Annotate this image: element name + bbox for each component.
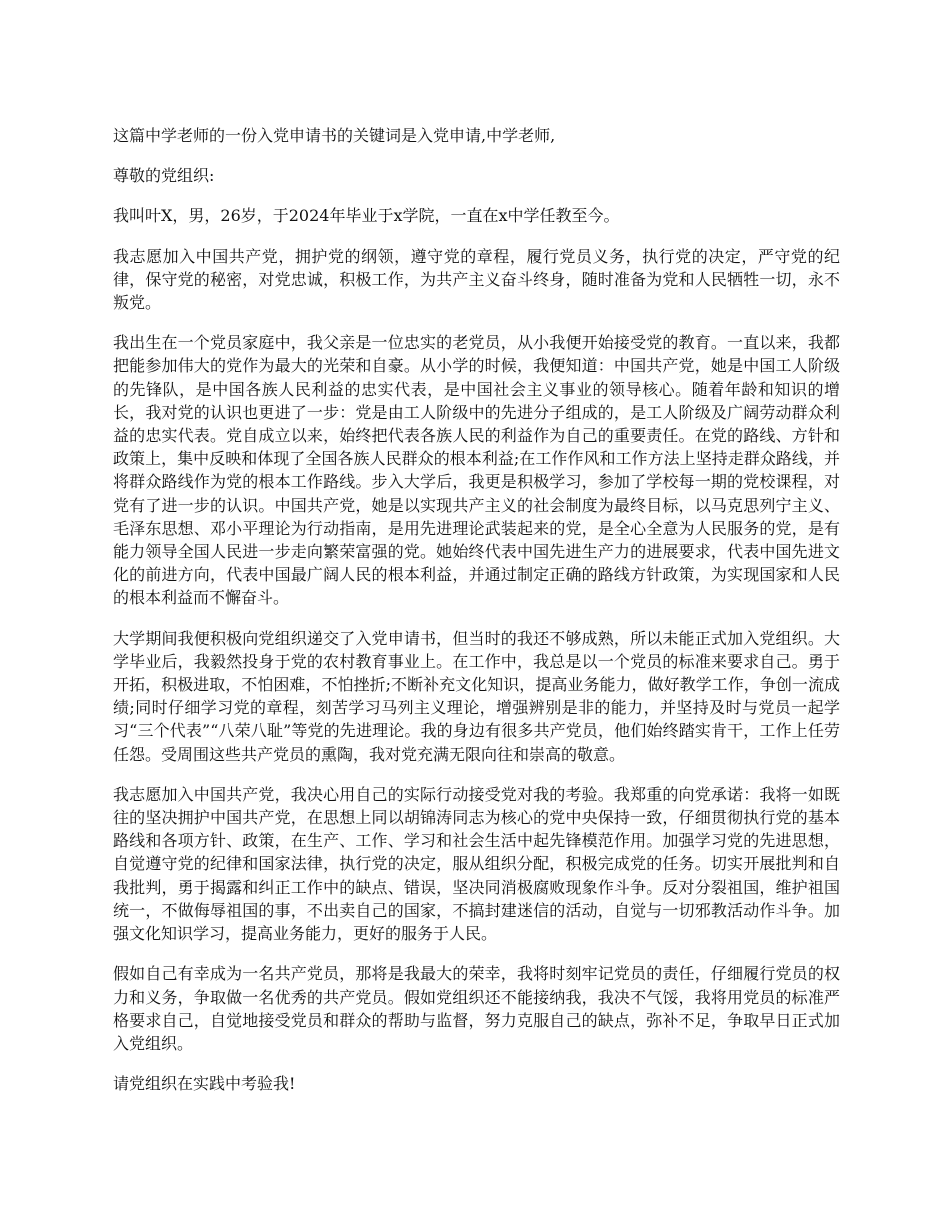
- commitment-paragraph: 我志愿加入中国共产党，我决心用自己的实际行动接受党对我的考验。我郑重的向党承诺：我将一如既往的坚决拥护中国共产党，在思想上同以胡锦涛同志为核心的党中央保持一致，仔细贯彻执行党的基本路线和各项方针、政策，在生产、工作、学习和社会生活中起先锋模范作用。加强学习党的先进思想，自觉遵守党的纪律和国家法律，执行党的决定，服从组织分配，积极完成党的任务。切实开展批判和自我批判，勇于揭露和纠正工作中的缺点、错误，坚决同消极腐败现象作斗争。反对分裂祖国，维护祖国统一，不做侮辱祖国的事，不出卖自己的国家，不搞封建迷信的活动，自觉与一切邪教活动作斗争。加强文化知识学习，提高业务能力，更好的服务于人民。: [113, 784, 840, 944]
- intro-keywords-line: 这篇中学老师的一份入党申请书的关键词是入党申请,中学老师,: [113, 126, 556, 145]
- salutation: 尊敬的党组织:: [113, 166, 215, 186]
- university-work-paragraph: 大学期间我便积极向党组织递交了入党申请书，但当时的我还不够成熟，所以未能正式加入党组织。大学毕业后，我毅然投身于党的农村教育事业上。在工作中，我总是以一个党员的标准来要求自己。勇于开拓，积极进取，不怕困难，不怕挫折;不断补充文化知识，提高业务能力，做好教学工作，争创一流成绩;同时仔细学习党的章程，刻苦学习马列主义理论，增强辨别是非的能力，并坚持及时与党员一起学习“三个代表”“八荣八耻”等党的先进理论。我的身边有很多共产党员，他们始终踏实肯干，工作上任劳任怨。受周围这些共产党员的熏陶，我对党充满无限向往和崇高的敬意。: [113, 628, 840, 764]
- aspiration-paragraph: 假如自己有幸成为一名共产党员，那将是我最大的荣幸，我将时刻牢记党员的责任，仔细履行党员的权力和义务，争取做一名优秀的共产党员。假如党组织还不能接纳我，我决不气馁，我将用党员的标准严格要求自己，自觉地接受党员和群众的帮助与监督，努力克服自己的缺点，弥补不足，争取早日正式加入党组织。: [113, 964, 840, 1053]
- closing-line: 请党组织在实践中考验我!: [113, 1074, 296, 1094]
- pledge-paragraph: 我志愿加入中国共产党，拥护党的纲领，遵守党的章程，履行党员义务，执行党的决定，严守党的纪律，保守党的秘密，对党忠诚，积极工作，为共产主义奋斗终身，随时准备为党和人民牺牲一切，永不叛党。: [113, 246, 840, 313]
- document-body: [113, 124, 840, 1112]
- background-paragraph: 我出生在一个党员家庭中，我父亲是一位忠实的老党员，从小我便开始接受党的教育。一直以来，我都把能参加伟大的党作为最大的光荣和自豪。从小学的时候，我便知道：中国共产党，她是中国工人阶级的先锋队，是中国各族人民利益的忠实代表，是中国社会主义事业的领导核心。随着年龄和知识的增长，我对党的认识也更进了一步：党是由工人阶级中的先进分子组成的，是工人阶级及广阔劳动群众利益的忠实代表。党自成立以来，始终把代表各族人民的利益作为自己的重要责任。在党的路线、方针和政策上，集中反映和体现了全国各族人民群众的根本利益;在工作作风和工作方法上坚持走群众路线，并将群众路线作为党的根本工作路线。步入大学后，我更是积极学习，参加了学校每一期的党校课程，对党有了进一步的认识。中国共产党，她是以实现共产主义的社会制度为最终目标，以马克思列宁主义、毛泽东思想、邓小平理论为行动指南，是用先进理论武装起来的党，是全心全意为人民服务的党，是有能力领导全国人民进一步走向繁荣富强的党。她始终代表中国先进生产力的进展要求，代表中国先进文化的前进方向，代表中国最广阔人民的根本利益，并通过制定正确的路线方针政策，为实现国家和人民的根本利益而不懈奋斗。: [113, 333, 840, 608]
- self-introduction-paragraph: 我叫叶X，男，26岁，于2024年毕业于x学院，一直在x中学任教至今。: [113, 206, 620, 226]
